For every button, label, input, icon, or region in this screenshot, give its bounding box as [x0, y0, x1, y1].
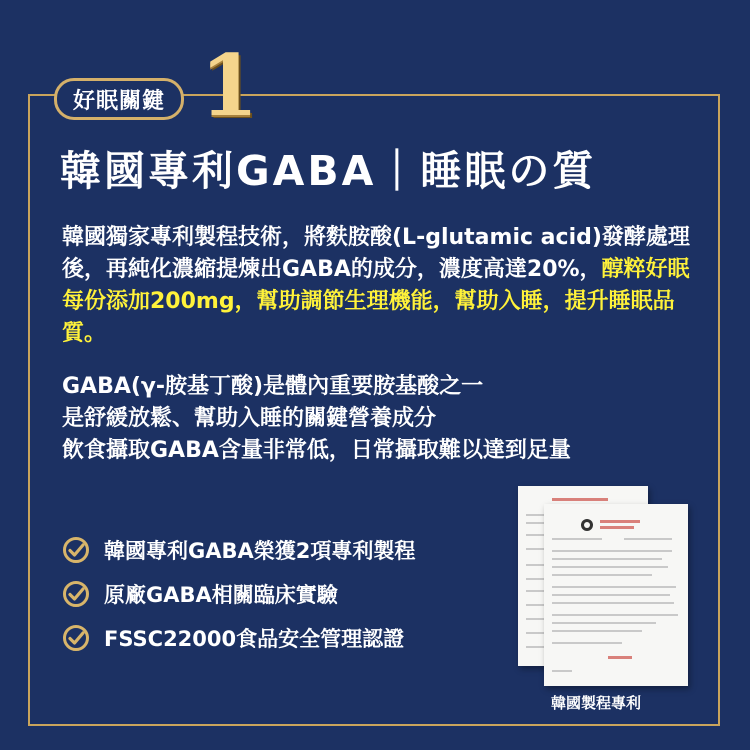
headline: 韓國專利GABA｜睡眠の質 [60, 147, 597, 195]
check-circle-icon [62, 624, 90, 652]
gaba-info-line: GABA(γ-胺基丁酸)是體內重要胺基酸之一 [62, 374, 484, 399]
gaba-info-line: 飲食攝取GABA含量非常低，日常攝取難以達到足量 [62, 438, 571, 463]
check-circle-icon [62, 580, 90, 608]
feature-item [62, 572, 415, 616]
key-tag [54, 78, 184, 120]
feature-item [62, 616, 415, 660]
seal-icon [580, 518, 594, 532]
feature-text: 韓國專利GABA榮獲2項專利製程 [104, 539, 416, 563]
key-number: 1 [200, 36, 259, 135]
patent-document-front [544, 504, 688, 686]
gaba-info-line: 是舒緩放鬆、幫助入睡的關鍵營養成分 [62, 406, 437, 431]
document-caption: 韓國製程專利 [551, 694, 642, 712]
description-paragraph [62, 222, 702, 350]
gaba-info [62, 371, 702, 467]
key-tag-label: 好眠關鍵 [73, 88, 166, 114]
feature-item [62, 528, 415, 572]
feature-text: 原廠GABA相關臨床實驗 [104, 583, 338, 607]
description-highlight: 醇粹好眠每份添加200mg，幫助調節生理機能，幫助入睡，提升睡眠品質。 [62, 257, 690, 346]
check-circle-icon [62, 536, 90, 564]
feature-text: FSSC22000食品安全管理認證 [104, 627, 405, 651]
feature-list [62, 528, 415, 660]
description-text: 韓國獨家專利製程技術，將麩胺酸(L-glutamic acid)發酵處理後，再純化濃縮提煉出GABA的成分，濃度高達20%， [62, 225, 690, 282]
